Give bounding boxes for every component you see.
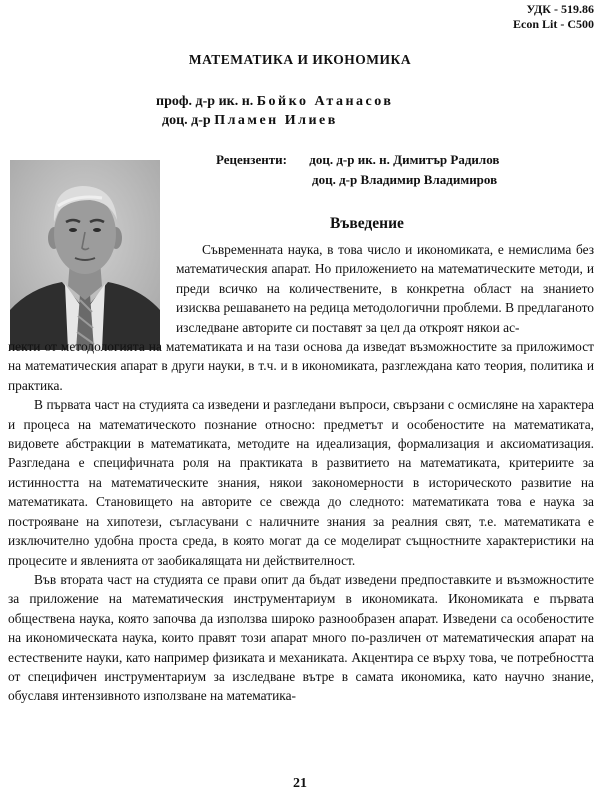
intro-column bbox=[176, 240, 594, 337]
main-column bbox=[8, 337, 594, 706]
author-name: Пламен Илиев bbox=[214, 113, 338, 128]
reviewers-label: Рецензенти: bbox=[216, 152, 287, 167]
paragraph: Съвременната наука, в това число и икономиката, е немислима без математическия апарат. Но приложението на математическите методи, и преди всичко на количествените, в конкретна област на знанието изисква решаването на редица методологични проблеми. В предлаганото изследване авторите си поставят за цел да откроят някои ас- bbox=[176, 242, 594, 335]
author-line bbox=[156, 111, 393, 130]
reviewer-line bbox=[216, 170, 499, 190]
reviewer-name: доц. д-р ик. н. Димитър Радилов bbox=[309, 152, 500, 167]
econlit-code: Econ Lit - С500 bbox=[513, 17, 594, 31]
section-heading: Въведение bbox=[330, 215, 404, 232]
author-name: Бойко Атанасов bbox=[256, 94, 394, 109]
udk-code: УДК - 519.86 bbox=[526, 2, 594, 16]
reviewer-line bbox=[216, 150, 499, 170]
author-rank: проф. д-р ик. н. bbox=[156, 94, 254, 109]
author-line bbox=[156, 92, 393, 111]
reviewers-block bbox=[216, 150, 499, 190]
authors-block bbox=[156, 92, 393, 130]
author-rank: доц. д-р bbox=[162, 113, 211, 128]
paragraph: пекти от методологията на математиката и на тази основа да изведат възможностите за приложимост на математическия апарат в други науки, в т.ч. и в икономиката, разглеждана като теория, политика и практика. bbox=[8, 339, 594, 393]
paragraph: В първата част на студията са изведени и разгледани въпроси, свързани с осмисляне на характера и процеса на математическото познание относно: предметът и особеностите на математиката, видовете абстракции в математиката, методите на идеализация, формализация и аксиоматизация. Разгледана е специфичната роля на практиката в развитието на математиката, критериите за истинността на математическите знания, някои закономерности в историческото развитие на математиката. Становището на авторите се свежда до следното: математиката това е наука за построяване на хипотези, съгласувани с наличните знания за реалния свят, т.е. математиката е изключително удобна проста среда, в която могат да се моделират същностните характеристики на процесите и явленията от заобикалящата ни действителност. bbox=[8, 397, 594, 568]
classification-codes bbox=[513, 2, 594, 32]
reviewer-name: доц. д-р Владимир Владимиров bbox=[312, 172, 498, 187]
page-number: 21 bbox=[293, 776, 307, 791]
article-body bbox=[0, 240, 600, 706]
paragraph: Във втората част на студията се прави опит да бъдат изведени предпоставките и възможностите за приложение на математическия инструментариум в икономиката. Икономиката е първата обществена наука, която започва да използва широко разнообразен апарат. Изведени са особеностите на икономическата наука, които правят този апарат много по-различен от математическия апарат на естествените науки, като например физиката и механиката. Акцентира се върху това, че потребността от специфичен инструментариум за изследване вътре в самата икономика, като научно знание, обуславя интензивното използване на математика- bbox=[8, 571, 594, 704]
article-title: МАТЕМАТИКА И ИКОНОМИКА bbox=[188, 52, 412, 67]
